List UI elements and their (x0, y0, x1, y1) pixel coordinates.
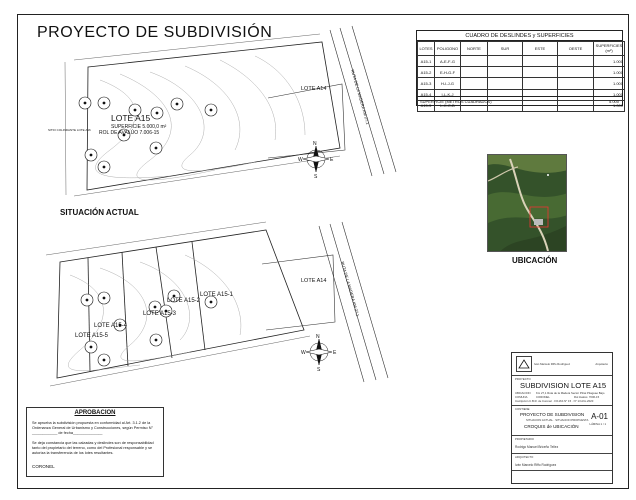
rol-avaluo: Rol Avalúo: 7006-15 (574, 395, 600, 399)
cuadro-title: CUADRO DE DESLINDES y SUPERFICIES (417, 31, 622, 41)
ubicacion-label: UBICACIÓN (512, 256, 558, 265)
inscripcion: Inscripción C.B.R. de Coronel · FOJAS N° 15 · N° 13 Año 2020 (515, 399, 594, 403)
plan2-lote-a15-4: LOTE A15-4 (94, 323, 128, 329)
compass2-n: N (316, 334, 320, 340)
plan1-lote-a14: LOTE A14 (301, 86, 327, 92)
ubicacion-field-label: UBICACION (515, 391, 531, 395)
propietario-label: PROPIETARIO (515, 437, 534, 441)
cell-sur (488, 78, 523, 89)
neighbor-line-top (74, 34, 320, 60)
col-lotes: LOTES (418, 42, 435, 56)
cell-oeste (558, 56, 594, 67)
neighbor-line-top (46, 222, 266, 255)
compass1-e: E (330, 157, 334, 163)
lot-division-line (122, 252, 128, 366)
approval-box (26, 407, 164, 477)
cuadro-deslindes (416, 30, 623, 109)
compass1-s: S (314, 174, 318, 180)
cell-superficie: 1.000 (594, 67, 625, 78)
plan-actual (65, 26, 396, 196)
plan1-rol: ROL DE AVALÚO 7.006-15 (99, 130, 160, 136)
cell-poligono: E-H-G-F (435, 67, 461, 78)
plan2-lote-a14: LOTE A14 (301, 278, 327, 284)
cell-sur (488, 56, 523, 67)
cell-oeste (558, 78, 594, 89)
situacion-actual-label: SITUACIÓN ACTUAL (60, 208, 139, 217)
cell-poligono: I-L-K-J (435, 89, 461, 100)
plan1-road-label: RUTA DE LA MADERA KM 27,1 (350, 68, 371, 125)
lot-a15-subdivided-boundary (57, 230, 304, 378)
cell-poligono: L-K-C-B (435, 100, 461, 111)
cell-norte (461, 78, 488, 89)
table-row (418, 78, 625, 89)
lot-a14-boundary (268, 84, 345, 158)
cell-superficie: 1.000 (594, 89, 625, 100)
cuadro-footer-total: 5.000 (608, 99, 619, 104)
cell-lote: A15-5 (418, 100, 435, 111)
page-title: PROYECTO DE SUBDIVISIÓN (37, 24, 273, 41)
project-name: SUBDIVISION LOTE A15 (520, 381, 607, 390)
col-superficies: SUPERFICIES (m²) (594, 42, 625, 56)
col-este: ESTE (523, 42, 558, 56)
col-poligono: POLIGONO (435, 42, 461, 56)
plan1-superficie: SUPERFICIE 5.000,0 m² (111, 124, 167, 130)
road-edge (342, 222, 388, 378)
contiene-1-sub: SITUACION ACTUAL · SITUACION PROPUESTA (526, 418, 589, 422)
approval-title: APROBACION (74, 410, 116, 416)
road-edge (330, 30, 372, 176)
plan1-lote-label: LOTE A15 (111, 113, 151, 123)
compass1-n: N (313, 141, 317, 147)
compass2-w: W (301, 350, 306, 356)
compass2-e: E (333, 350, 337, 356)
lot-a14-boundary (262, 255, 335, 330)
approval-text-1: Se aprueba la subdivisión propuesta en conformidad al Art. 3.1.2 de la Ordenanza General de Urbanismo y Construcciones, según Permiso N° ____________ de fecha______________ (32, 421, 153, 435)
architect-header-role: Arquitecto (595, 362, 608, 366)
cell-este (523, 56, 558, 67)
compass2-s: S (317, 367, 321, 373)
cell-este (523, 78, 558, 89)
comuna: CORONEL (536, 395, 550, 399)
contiene-2: CROQUIS de UBICACIÓN (524, 424, 579, 429)
cell-norte (461, 67, 488, 78)
comuna-label: COMUNA (515, 395, 528, 399)
lamina-sub: LÁMINA 1 / 1 (589, 422, 606, 426)
cell-este (523, 67, 558, 78)
plan1-colindante: SITIO COLINDANTE LOTE A16 (48, 128, 91, 132)
lot-division-line (88, 258, 90, 372)
compass1-w: W (298, 157, 303, 163)
architect-logo-icon (516, 356, 532, 372)
approval-text-2: Se deja constancia que las calzadas y deslindes son de responsabilidad tanto del propietario del terreno, como del Profesional responsable y se autoriza la transferencia de los lotes resultantes. (32, 441, 154, 455)
cell-superficie: 1.000 (594, 100, 625, 111)
cell-lote: A15-1 (418, 56, 435, 67)
table-row (418, 56, 625, 67)
plan2-road-label: RUTA DE LA MADERA KM 27,1 (340, 260, 361, 317)
cell-lote: A15-2 (418, 67, 435, 78)
plan-propuesta (46, 222, 388, 386)
cell-oeste (558, 67, 594, 78)
lamina-number: A-01 (591, 412, 608, 421)
cell-sur (488, 67, 523, 78)
cell-lote: A15-3 (418, 78, 435, 89)
address: Km 27,1 Ruta de la Madera Sector Pitrai Pitaguao Bajo (536, 391, 605, 395)
plan2-lote-a15-1: LOTE A15-1 (200, 292, 234, 298)
arquitecto: Iván Marcelo Riffo Rodríguez (515, 463, 557, 467)
cuadro-footer (417, 96, 622, 105)
propietario: Rodrigo Manuel Briceño Tellez (515, 445, 559, 449)
location-aerial-image (487, 154, 567, 252)
approval-city: CORONEL (32, 464, 55, 469)
table-row (418, 67, 625, 78)
cell-superficie: 1.000 (594, 56, 625, 67)
cell-superficie: 1.000 (594, 78, 625, 89)
contiene-label: CONTIENE (515, 407, 530, 411)
architect-header-name: Iván Marcelo Riffo Rodríguez (534, 362, 571, 366)
contiene-1: PROYECTO DE SUBDIVISION (520, 412, 585, 417)
plan2-lote-a15-2: LOTE A15-2 (167, 298, 201, 304)
col-norte: NORTE (461, 42, 488, 56)
compass-rose-1 (303, 146, 329, 172)
cell-poligono: H-I-J-G (435, 78, 461, 89)
plan2-lote-a15-3: LOTE A15-3 (143, 311, 177, 317)
title-block (511, 352, 613, 484)
plan2-lote-a15-5: LOTE A15-5 (75, 333, 109, 339)
cuadro-footer-label: SUPERFICIE (METROS CUADRADOS) (420, 99, 492, 104)
col-oeste: OESTE (558, 42, 594, 56)
proyecto-label: PROYECTO (515, 377, 531, 381)
cell-norte (461, 56, 488, 67)
cuadro-header-row (418, 42, 625, 56)
cell-lote: A15-4 (418, 89, 435, 100)
cell-poligono: A-E-F-G (435, 56, 461, 67)
compass-rose-2 (306, 339, 332, 365)
arquitecto-label: ARQUITECTO (515, 455, 534, 459)
col-sur: SUR (488, 42, 523, 56)
